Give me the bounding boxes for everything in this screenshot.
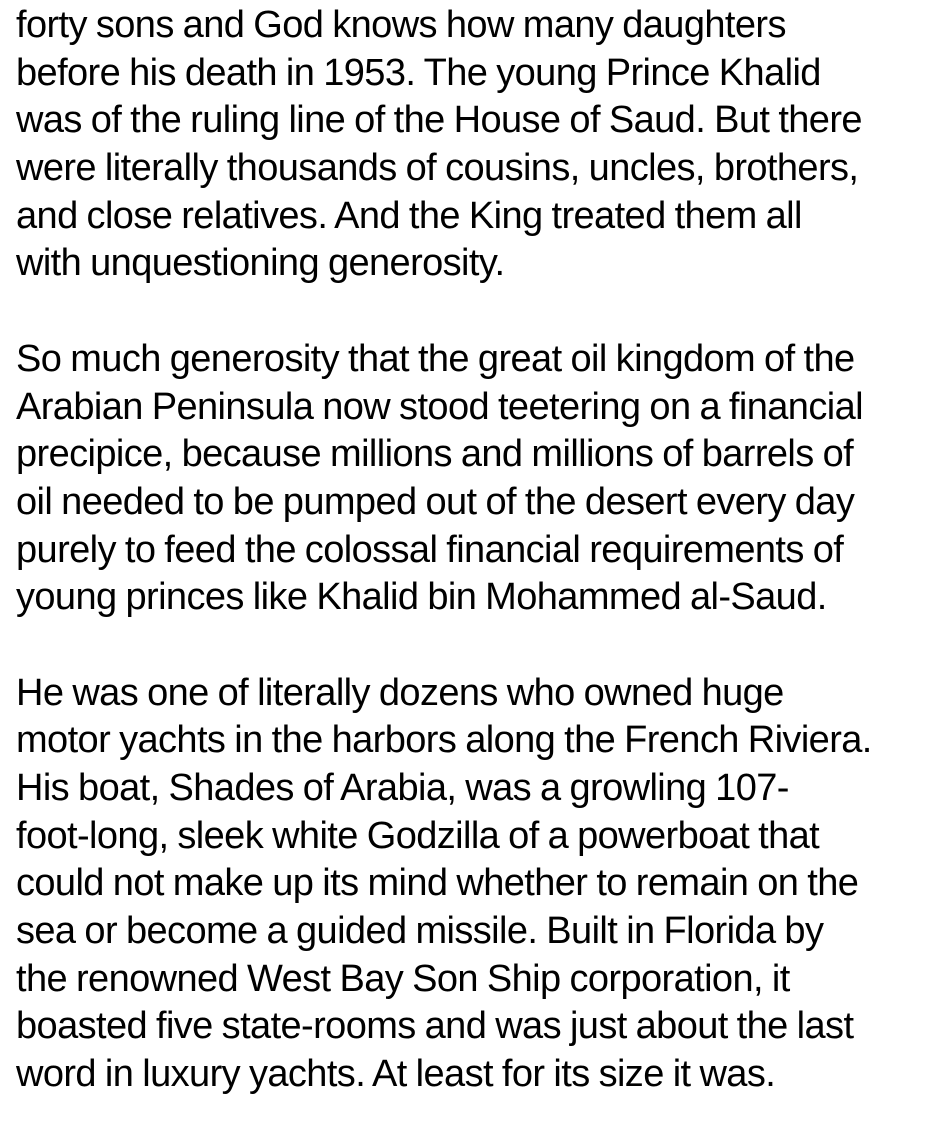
paragraph-3 [16,670,928,1099]
text-line: before his death in 1953. The young Prince Khalid [16,51,821,94]
text-line: oil needed to be pumped out of the desert every day [16,480,855,523]
text-line: forty sons and God knows how many daughters [16,4,786,46]
text-line: were literally thousands of cousins, uncles, brothers, [16,147,859,190]
text-line: motor yachts in the harbors along the French Riviera. [16,719,872,762]
text-line: sea or become a guided missile. Built in Florida by [16,910,824,953]
text-line: could not make up its mind whether to remain on the [16,862,859,905]
paragraph-2 [16,336,928,622]
text-line: was of the ruling line of the House of Saud. But there [16,99,862,142]
text-line: word in luxury yachts. At least for its size it was. [16,1053,776,1096]
text-line: Arabian Peninsula now stood teetering on a financial [16,385,863,428]
text-line: boasted five state-rooms and was just about the last [16,1005,854,1048]
text-line: foot-long, sleek white Godzilla of a powerboat that [16,814,820,857]
text-line: with unquestioning generosity. [16,242,505,285]
text-line: He was one of literally dozens who owned huge [16,671,784,714]
document-page [16,2,928,1147]
text-line: and close relatives. And the King treated them all [16,194,802,237]
text-line: His boat, Shades of Arabia, was a growling 107- [16,767,789,809]
text-line: young princes like Khalid bin Mohammed al-Saud. [16,576,827,619]
text-line: the renowned West Bay Son Ship corporation, it [16,957,790,1000]
text-line: purely to feed the colossal financial requirements of [16,528,844,571]
text-line: precipice, because millions and millions of barrels of [16,433,854,476]
text-line: So much generosity that the great oil kingdom of the [16,337,855,380]
paragraph-1 [16,2,928,288]
